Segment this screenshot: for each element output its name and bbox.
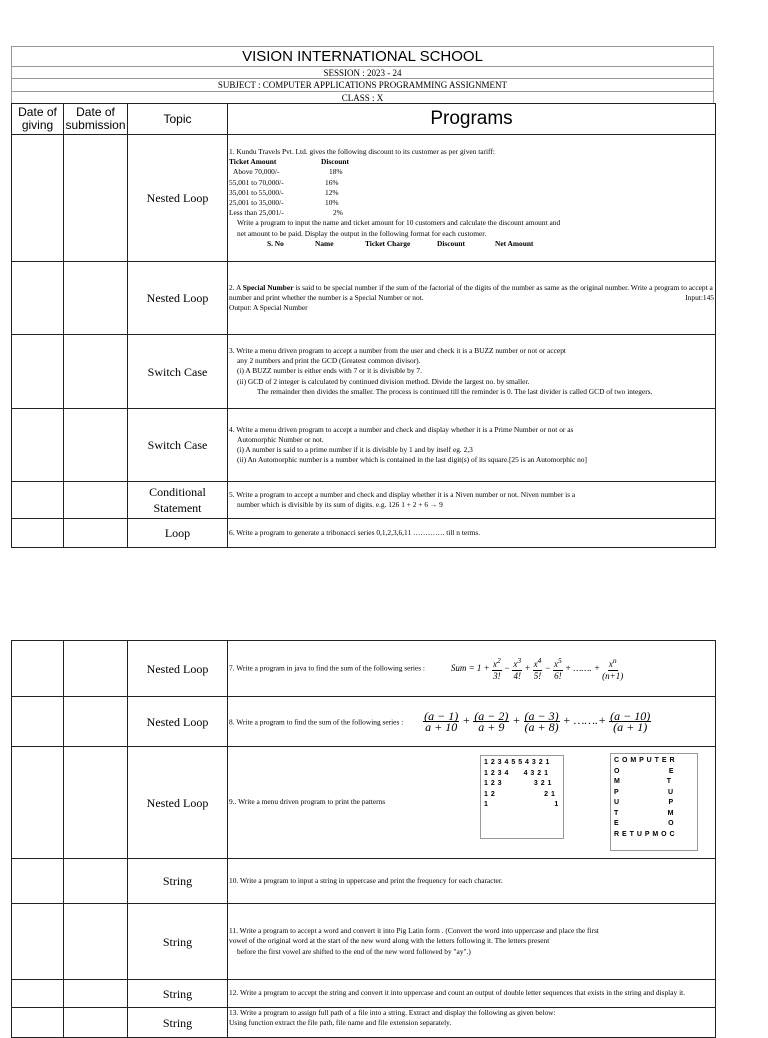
program-cell: 2. A Special Number is said to be special number if the sum of the factorial of the digits of the number as same as the original number. Write a program to accept a number and print whether the number is a Special Number or not. Input:145 Output: A Special Number xyxy=(228,262,716,335)
program-cell: 8. Write a program to find the sum of the following series : $\frac{(a - 1)}{a + 10}$ + $\frac{(a - 2)}{a + 9}$ + $\frac{(a - 3)}{(a + 8)}$ + …….+ $\frac{(a - 10)}{(a + 1)}$ xyxy=(228,697,716,747)
table-row xyxy=(12,135,716,262)
header-topic: Topic xyxy=(128,104,228,135)
table-row xyxy=(12,980,716,1008)
tariff-row: 35,001 to 55,000/- 12% xyxy=(229,187,339,197)
pattern-number: 1 2 3 4 5 5 4 3 2 1 1 2 3 4 4 3 2 1 1 2 3 3 2 1 1 2 2 1 1 1 xyxy=(480,755,564,839)
table-row xyxy=(12,262,716,335)
topic-cell: Nested Loop xyxy=(128,135,228,262)
assignment-table-1 xyxy=(11,103,716,548)
topic-cell: String xyxy=(128,904,228,980)
subject: SUBJECT : COMPUTER APPLICATIONS PROGRAMMING ASSIGNMENT xyxy=(11,78,714,91)
table-row xyxy=(12,641,716,697)
session: SESSION : 2023 - 24 xyxy=(11,66,714,78)
topic-cell: Nested Loop xyxy=(128,697,228,747)
topic-cell: String xyxy=(128,980,228,1008)
output-columns: S. No Name Ticket Charge Discount Net Amount xyxy=(267,238,534,248)
tariff-row: Less than 25,001/- 2% xyxy=(229,208,343,218)
tariff-row: 25,001 to 35,000/- 10% xyxy=(229,198,339,207)
table-row xyxy=(12,697,716,747)
program-cell: 10. Write a program to input a string in uppercase and print the frequency for each character. xyxy=(228,859,716,904)
topic-cell: Switch Case xyxy=(128,335,228,409)
program-text: Write a program to input the name and ticket amount for 10 customers and calculate the discount amount and xyxy=(237,218,561,228)
header-date-submission: Date of submission xyxy=(64,104,128,135)
topic-cell: Nested Loop xyxy=(128,747,228,859)
topic-cell: String xyxy=(128,859,228,904)
header-programs: Programs xyxy=(228,104,716,135)
program-cell: 6. Write a program to generate a tribonacci series 0,1,2,3,6,11 …………. till n terms. xyxy=(228,519,716,548)
topic-cell: Conditional Statement xyxy=(128,482,228,519)
program-cell: 12. Write a program to accept the string and convert it into uppercase and count an output of double letter sequences that exists in the string and display it. xyxy=(228,980,716,1008)
program-cell: 5. Write a program to accept a number and check and display whether it is a Niven number or not. Niven number is a number which is divisible by its sum of digits. e.g. 126 1 + 2 + 6 → 9 xyxy=(228,482,716,519)
program-cell: 7. Write a program in java to find the sum of the following series : Sum = 1 + $\frac{x^2}{3!}$ − $\frac{x^3}{4!}$ + $\frac{x^4}{5!}$ − $\frac{x^5}{6!}$ + ……. + $\frac{x^n}{(n+1)}$ xyxy=(228,641,716,697)
program-cell: 4. Write a menu driven program to accept a number and check and display whether it is a Prime Number or not or as Automorphic Number or not. (i) A number is said to a prime number if it is divisible by 1 and by itself eg. 2,3 (ii) An Automorphic number is a number which is contained in the last digit(s) of its square.[25 is an Automorphic no] xyxy=(228,409,716,482)
table-header-row xyxy=(12,104,716,135)
program-cell: 13. Write a program to assign full path of a file into a string. Extract and display the following as given below: Using function extract the file path, file name and file extension separately. xyxy=(228,1008,716,1038)
tariff-row: Above 70,000/- 18% xyxy=(233,167,343,177)
table-row xyxy=(12,1008,716,1038)
topic-cell: Nested Loop xyxy=(128,641,228,697)
topic-cell: String xyxy=(128,1008,228,1038)
header-date-giving: Date of giving xyxy=(12,104,64,135)
topic-cell: Switch Case xyxy=(128,409,228,482)
class-label: CLASS : X xyxy=(11,91,714,103)
table-row xyxy=(12,747,716,859)
series-formula: $\frac{(a - 1)}{a + 10}$ + $\frac{(a - 2)}{a + 9}$ + $\frac{(a - 3)}{(a + 8)}$ + …….+ $\frac{(a - 10)}{(a + 1)}$ xyxy=(424,708,651,734)
topic-cell: Nested Loop xyxy=(128,262,228,335)
tariff-row: 55,001 to 70,000/- 16% xyxy=(229,177,339,187)
table-row xyxy=(12,904,716,980)
topic-cell: Loop xyxy=(128,519,228,548)
program-cell: 9.. Write a menu driven program to print the patterns 1 2 3 4 5 5 4 3 2 1 1 2 3 4 4 3 2 1 1 2 3 3 2 1 1 2 2 1 1 1 C O M P U T E R O E M T P U U P T M E O R E T U P M O C xyxy=(228,747,716,859)
table-row xyxy=(12,859,716,904)
table-row xyxy=(12,519,716,548)
series-formula: Sum = 1 + $\frac{x^2}{3!}$ − $\frac{x^3}{4!}$ + $\frac{x^4}{5!}$ − $\frac{x^5}{6!}$ + ……. + $\frac{x^n}{(n+1)}$ xyxy=(450,656,624,681)
program-text: 1. Kundu Travels Pvt. Ltd. gives the following discount to its customer as per given tariff: xyxy=(229,146,495,156)
program-cell xyxy=(228,135,716,262)
school-name: VISION INTERNATIONAL SCHOOL xyxy=(11,46,714,66)
program-cell: 3. Write a menu driven program to accept a number from the user and check it is a BUZZ number or not or accept any 2 numbers and print the GCD (Greatest common divisor). (i) A BUZZ number is either ends with 7 or it is divisible by 7. (ii) GCD of 2 integer is calculated by continued division method. Divide the largest no. by smaller. The remainder then divides the smaller. The process is continued till the reminder is 0. The last divider is called GCD of two integers. xyxy=(228,335,716,409)
program-text: net amount to be paid. Display the output in the following format for each customer. xyxy=(237,228,487,238)
table-row xyxy=(12,482,716,519)
pattern-word: C O M P U T E R O E M T P U U P T M E O R E T U P M O C xyxy=(610,753,698,851)
tariff-header: Ticket Amount Discount xyxy=(229,157,349,167)
table-row xyxy=(12,335,716,409)
table-row xyxy=(12,409,716,482)
program-cell: 11. Write a program to accept a word and convert it into Pig Latin form . (Convert the word into uppercase and place the first vowel of the original word at the start of the new word along with the letters following it. The letters present before the first vowel are shifted to the end of the new word followed by "ay".) xyxy=(228,904,716,980)
assignment-table-2 xyxy=(11,640,716,1038)
